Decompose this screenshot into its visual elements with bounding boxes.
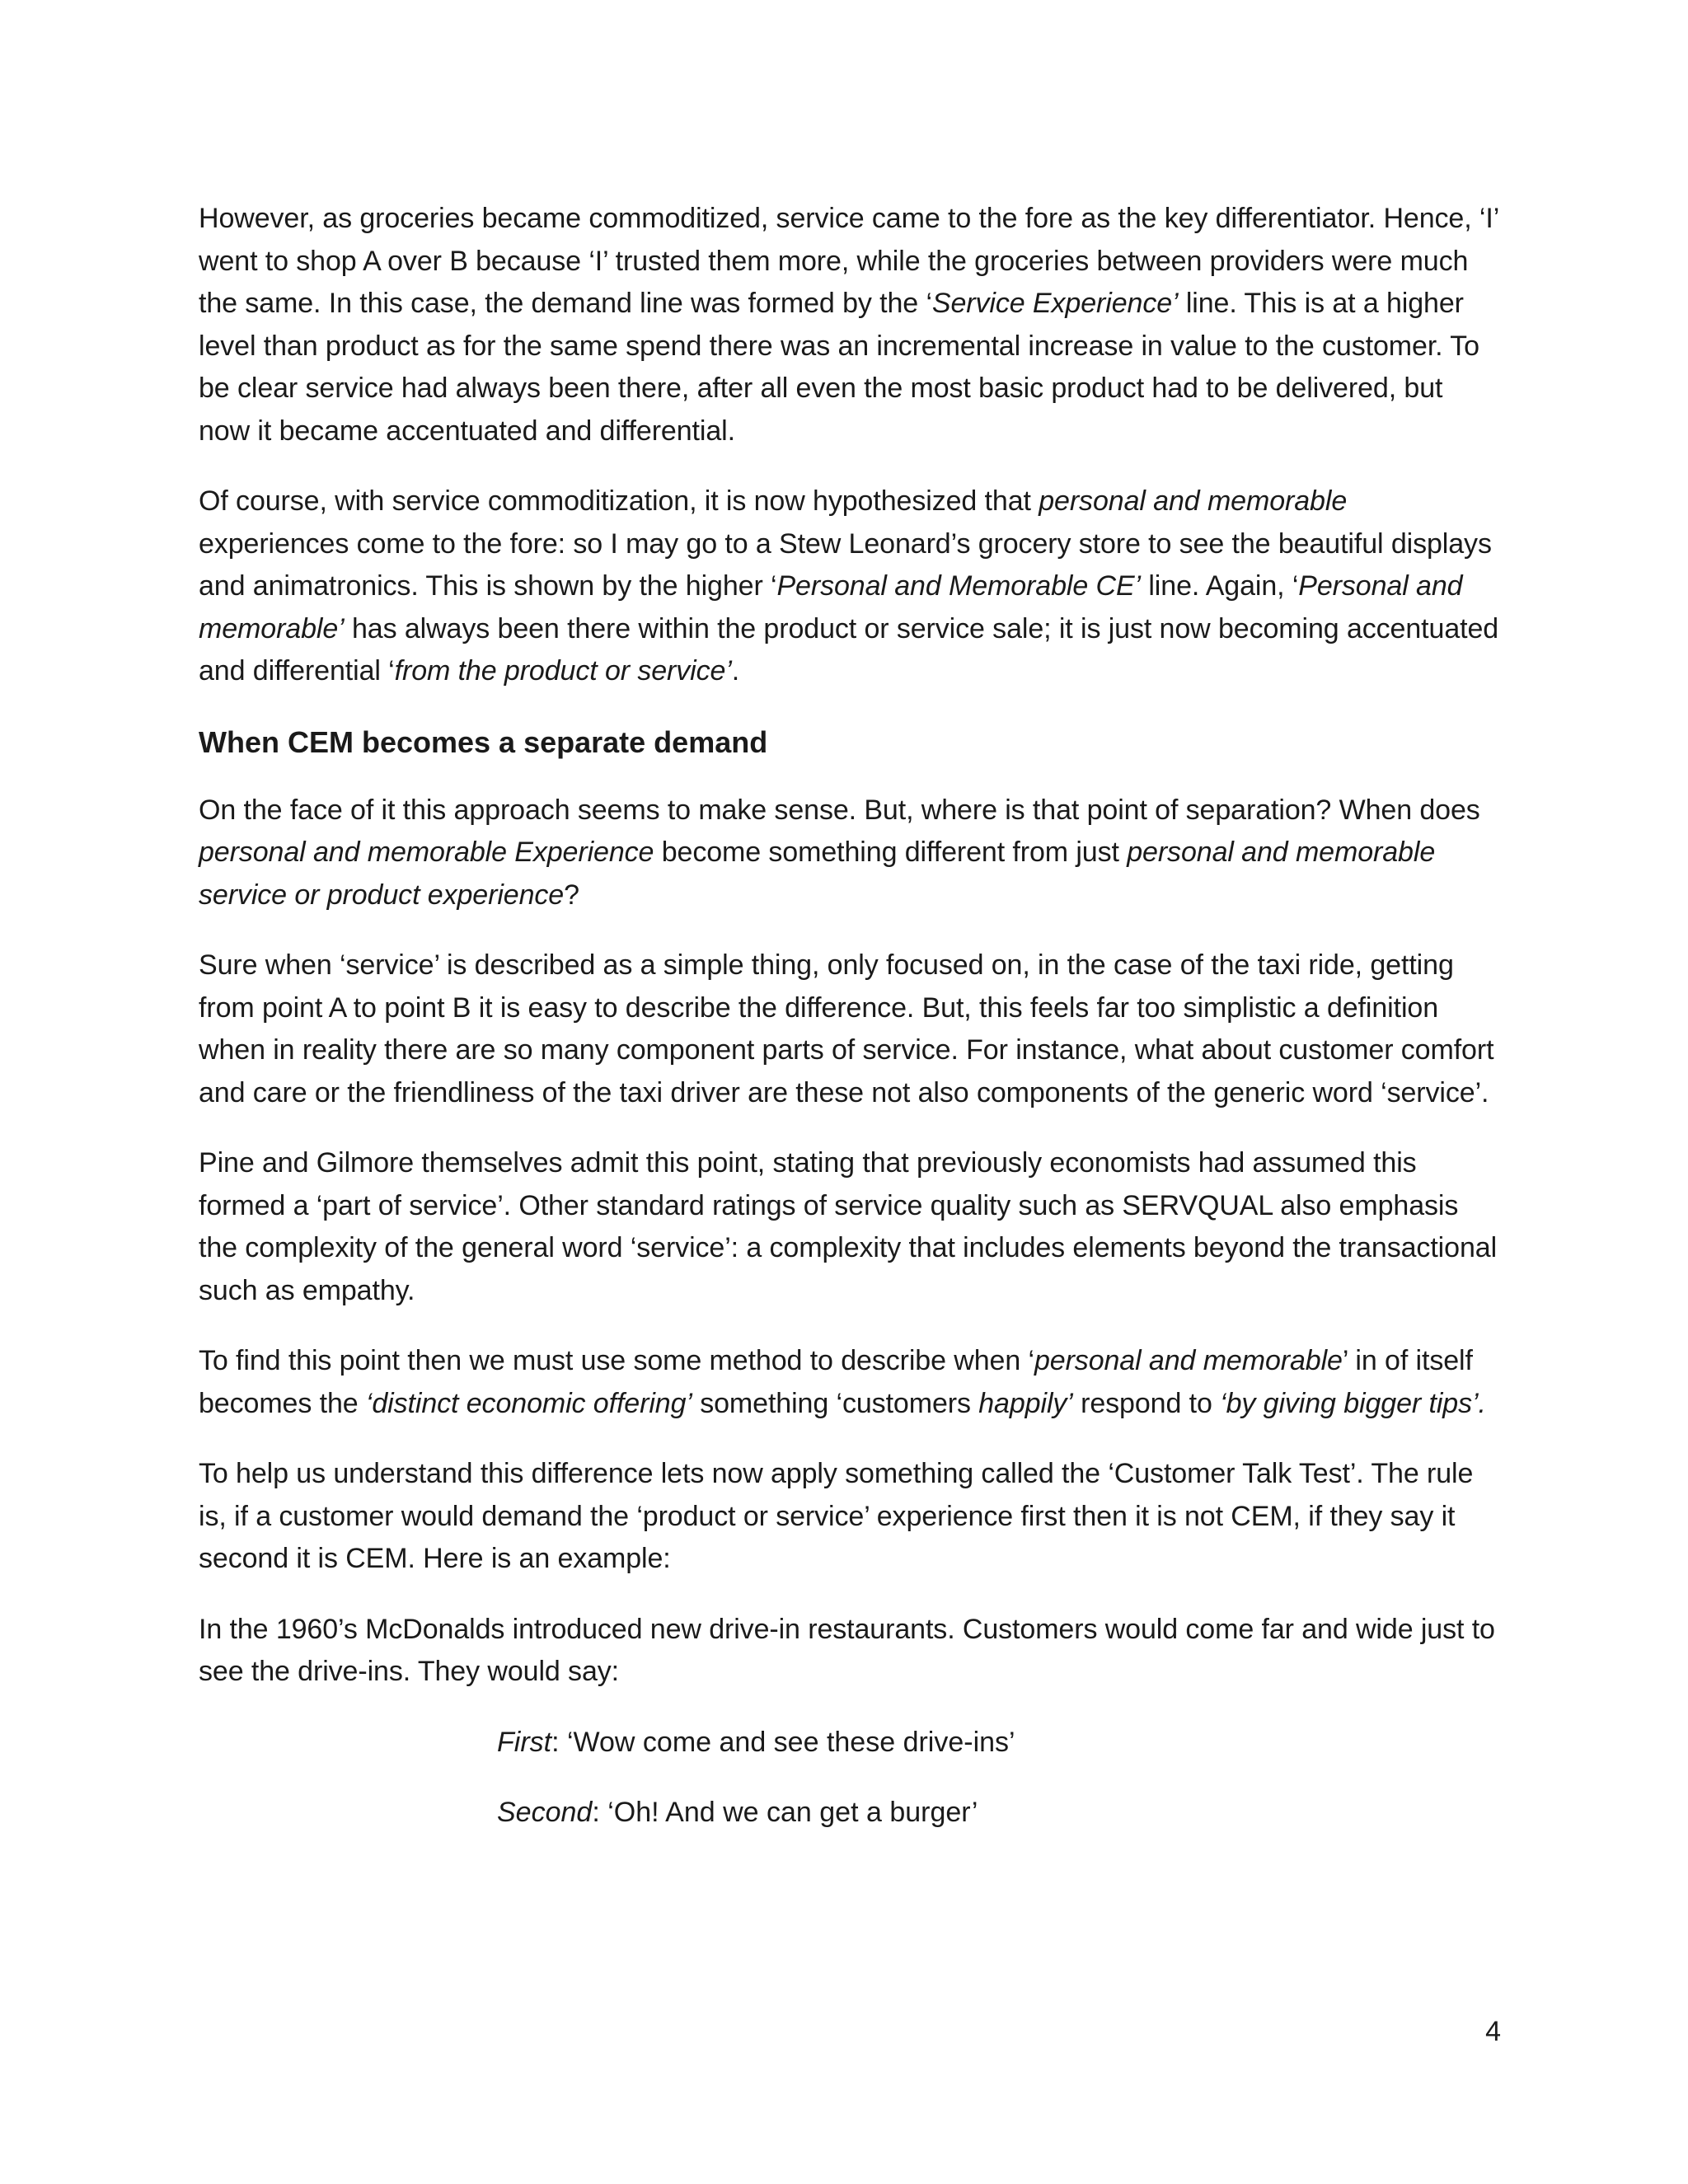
paragraph-groceries-commoditized: However, as groceries became commoditized, service came to the fore as the key differentiator. Hence, ‘I’ went to shop A over B because ‘I’ trusted them more, while the groceries between providers were much the same. In this case, the demand line was formed by the ‘Service Experience’ line. This is at a higher level than product as for the same spend there was an incremental increase in value to the customer. To be clear service had always been there, after all even the most basic product had to be delivered, but now it became accentuated and differential.: [199, 203, 1498, 447]
paragraph-personal-memorable: Of course, with service commoditization, it is now hypothesized that personal and memorable experiences come to the fore: so I may go to a Stew Leonard’s grocery store to see the beautiful displays and animatronics. This is shown by the higher ‘Personal and Memorable CE’ line. Again, ‘Personal and memorable’ has always been there within the product or service sale; it is just now becoming accentuated and differential ‘from the product or service’.: [199, 485, 1499, 687]
section-heading: When CEM becomes a separate demand: [199, 724, 768, 759]
quote-second-label: Second: [497, 1796, 593, 1828]
paragraph-taxi-ride: Sure when ‘service’ is described as a simple thing, only focused on, in the case of the taxi ride, getting from point A to point B it is easy to describe the difference. But, this feels far too simplistic a definition when in reality there are so many component parts of service. For instance, what about customer comfort and care or the friendliness of the taxi driver are these not also components of the generic word ‘service’.: [199, 949, 1494, 1108]
quote-first: First: ‘Wow come and see these drive-ins’: [497, 1726, 1015, 1758]
paragraph-customer-talk-test: To help us understand this difference lets now apply something called the ‘Customer Talk Test’. The rule is, if a customer would demand the ‘product or service’ experience first then it is not CEM, if they say it second it is CEM. Here is an example:: [199, 1458, 1474, 1574]
paragraph-distinct-offering: To find this point then we must use some method to describe when ‘personal and memorable’ in of itself becomes the ‘distinct economic offering’ something ‘customers happily’ respond to ‘by giving bigger tips’.: [199, 1345, 1486, 1419]
quote-second: Second: ‘Oh! And we can get a burger’: [497, 1796, 978, 1828]
paragraph-pine-gilmore: Pine and Gilmore themselves admit this point, stating that previously economists had assumed this formed a ‘part of service’. Other standard ratings of service quality such as SERVQUAL also emphasis the complexity of the general word ‘service’: a complexity that includes elements beyond the transactional such as empathy.: [199, 1147, 1498, 1306]
paragraph-mcdonalds: In the 1960’s McDonalds introduced new drive-in restaurants. Customers would come far and wide just to see the drive-ins. They would say:: [199, 1613, 1495, 1687]
quote-first-label: First: [497, 1726, 552, 1758]
page-number: 4: [1485, 2016, 1501, 2047]
document-page: [199, 198, 1501, 1862]
paragraph-point-of-separation: On the face of it this approach seems to make sense. But, where is that point of separation? When does personal and memorable Experience become something different from just personal and memorable service or product experience?: [199, 794, 1480, 911]
